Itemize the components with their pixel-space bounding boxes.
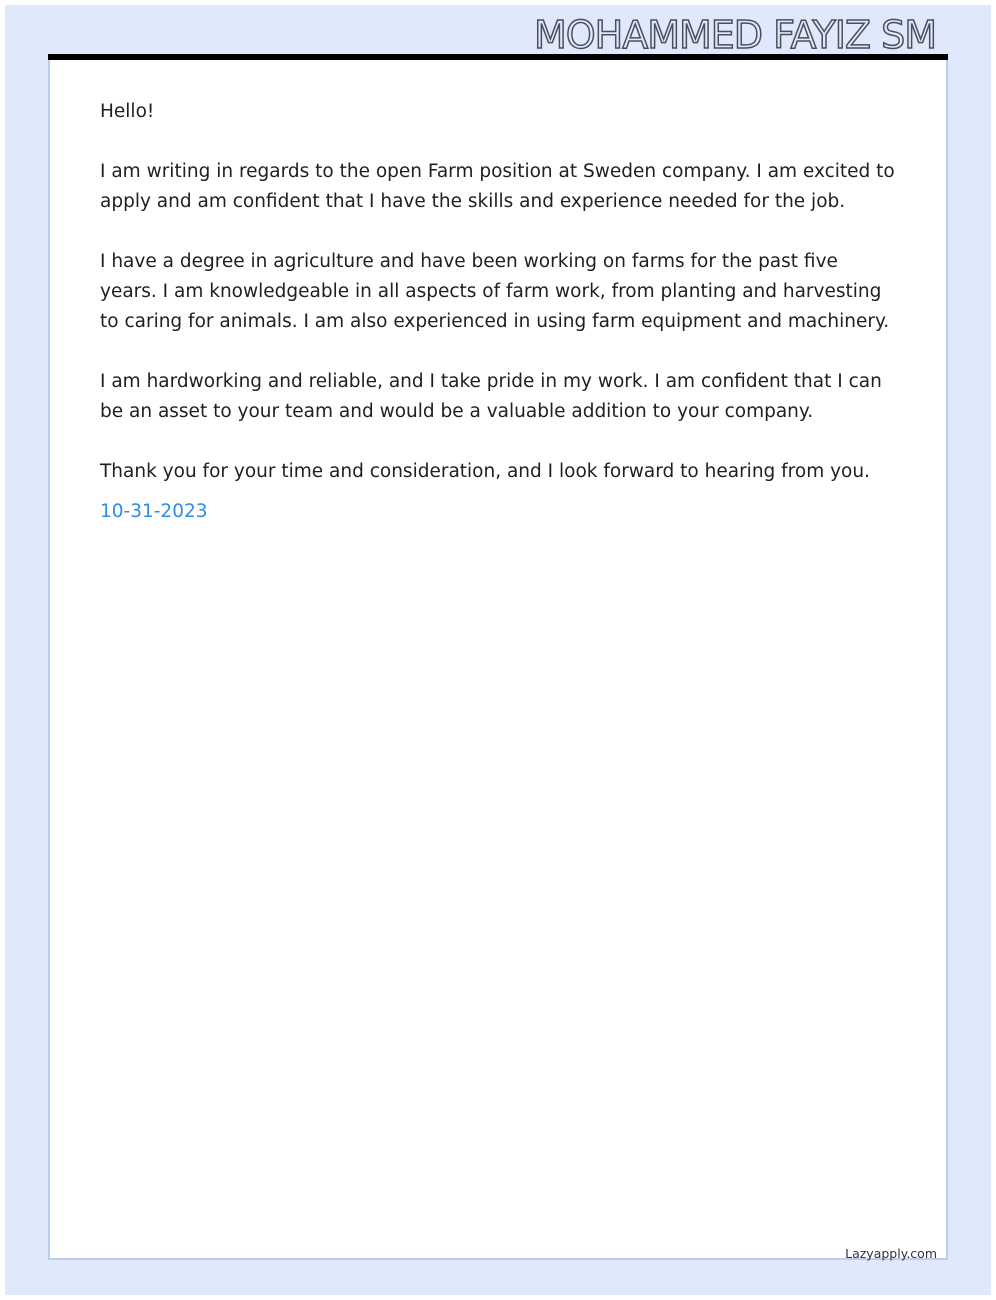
footer-watermark: Lazyapply.com: [845, 1246, 937, 1261]
letter-date: 10-31-2023: [100, 501, 208, 522]
letter-greeting: Hello!: [100, 101, 155, 122]
letter-paragraph-1: I am writing in regards to the open Farm position at Sweden company. I am excited to apply and am confident that I have the skills and experience needed for the job.: [100, 161, 895, 212]
applicant-name: MOHAMMED FAYIZ SM: [533, 13, 936, 57]
letter-paragraph-3: I am hardworking and reliable, and I take pride in my work. I am confident that I can be an asset to your team and would be a valuable addition to your company.: [100, 371, 882, 422]
letter-closing: Thank you for your time and consideration, and I look forward to hearing from you.: [100, 461, 870, 482]
cover-letter-body: [100, 97, 900, 527]
letter-paragraph-2: I have a degree in agriculture and have been working on farms for the past five years. I am knowledgeable in all aspects of farm work, from planting and harvesting to caring for animals. I am also experienced in using farm equipment and machinery.: [100, 251, 890, 332]
